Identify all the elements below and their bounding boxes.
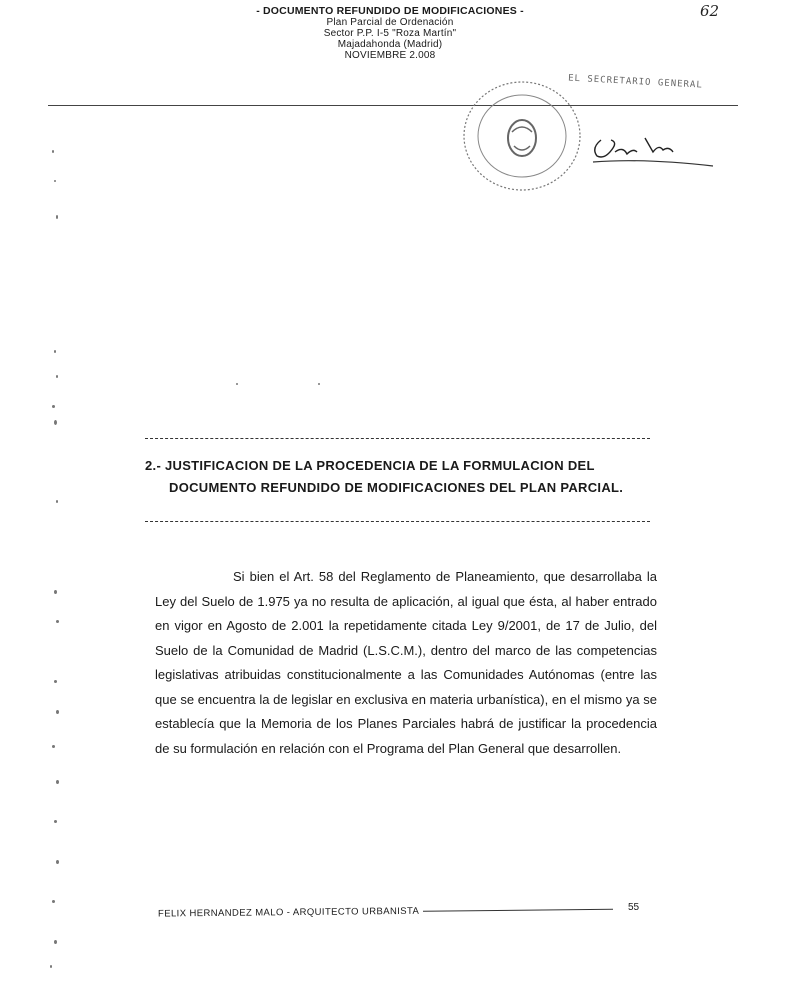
scan-speck [318, 383, 320, 385]
section-heading-line1: 2.- JUSTIFICACION DE LA PROCEDENCIA DE LA FORMULACION DEL [145, 458, 595, 473]
scan-margin-marks [30, 120, 70, 980]
scan-speck [236, 383, 238, 385]
body-paragraph: Si bien el Art. 58 del Reglamento de Planeamiento, que desarrollaba la Ley del Suelo de 1.975 ya no resulta de aplicación, al igual que ésta, al haber entrado en vigor en Agosto de 2.001 la repetidamente citada Ley 9/2001, de 17 de Julio, del Suelo de la Comunidad de Madrid (L.S.C.M.), dentro del marco de las competencias legislativas atribuidas constitucionalmente a las Comunidades Autónomas (entre las que se encuentra la de legislar en exclusiva en materia urbanística), en el mismo ya se establecía que la Memoria de los Planes Parciales habrá de justificar la procedencia de su formulación en relación con el Programa del Plan General que desarrollen. [155, 569, 657, 756]
header-plan: Plan Parcial de Ordenación [326, 17, 454, 28]
footer-author [158, 903, 638, 919]
header-date: NOVIEMBRE 2.008 [344, 50, 436, 61]
official-seal [458, 76, 588, 194]
footer-line [423, 909, 613, 912]
header-divider [48, 105, 738, 106]
secretary-stamp-text: EL SECRETARIO GENERAL [567, 73, 703, 91]
footer-author-text: FELIX HERNANDEZ MALO - ARQUITECTO URBANISTA [157, 905, 420, 920]
header-sector: Sector P.P. I-5 "Roza Martín" [323, 28, 457, 39]
section-heading [145, 455, 655, 499]
header-title: - DOCUMENTO REFUNDIDO DE MODIFICACIONES - [256, 5, 524, 17]
handwritten-page-number: 62 [700, 2, 720, 20]
section-top-rule [145, 438, 650, 439]
section-bottom-rule [145, 521, 650, 522]
signature [583, 118, 718, 173]
section-heading-line2: DOCUMENTO REFUNDIDO DE MODIFICACIONES DEL PLAN PARCIAL. [169, 480, 624, 495]
footer-page-number: 55 [628, 902, 640, 913]
header-location: Majadahonda (Madrid) [337, 39, 443, 50]
document-header [250, 6, 530, 61]
